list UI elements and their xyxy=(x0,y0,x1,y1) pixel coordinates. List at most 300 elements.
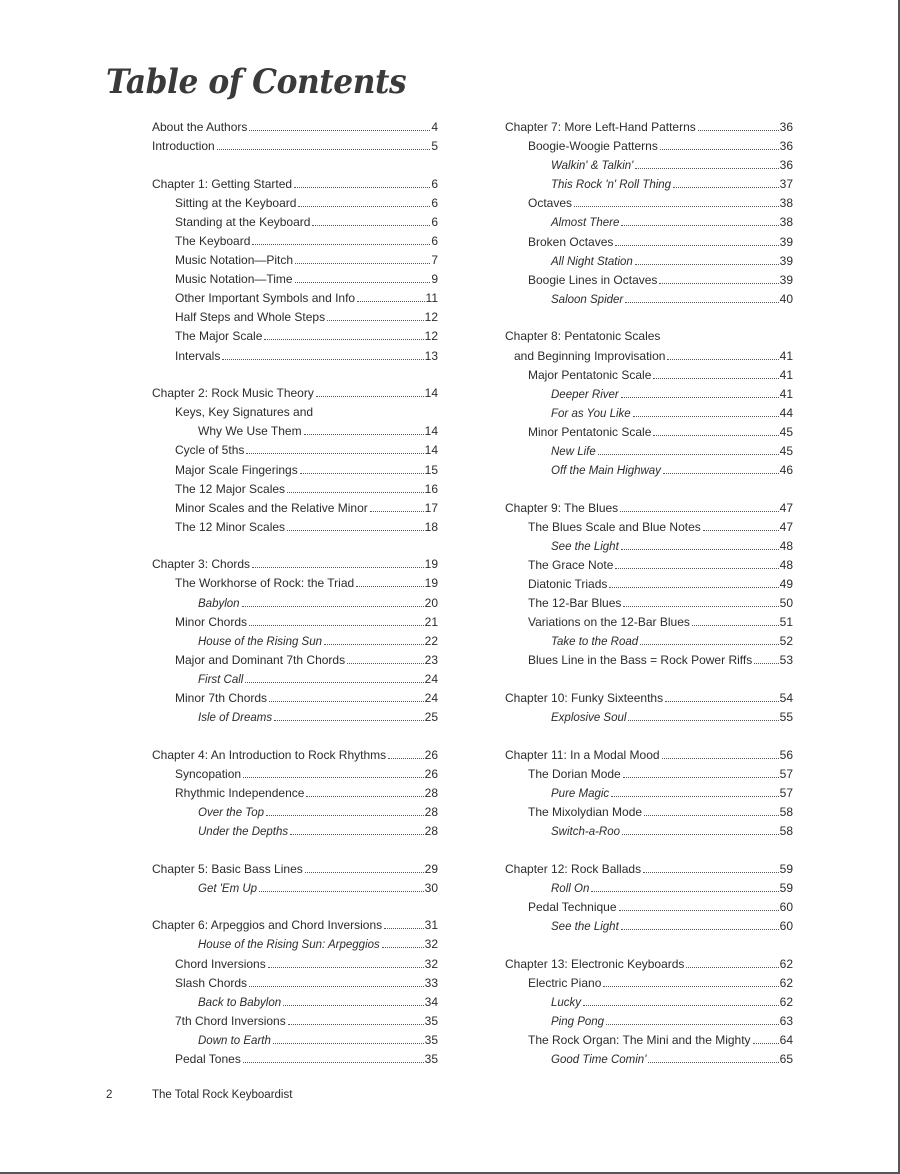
toc-entry-title: Pedal Tones xyxy=(175,1052,241,1067)
toc-chapter-entry xyxy=(505,118,793,137)
toc-entry-page: 57 xyxy=(779,785,793,800)
toc-entry-title: Chapter 4: An Introduction to Rock Rhythms xyxy=(152,747,387,762)
page-footer xyxy=(106,1089,292,1101)
toc-section-entry xyxy=(152,213,438,232)
toc-chapter-entry xyxy=(505,327,793,346)
toc-section-entry xyxy=(152,251,438,270)
dot-leader xyxy=(703,530,779,531)
dot-leader xyxy=(754,663,778,664)
toc-entry-title: The Mixolydian Mode xyxy=(528,805,643,819)
dot-leader xyxy=(615,568,778,569)
toc-section-entry xyxy=(505,194,793,213)
toc-entry-page: 34 xyxy=(424,994,438,1009)
toc-entry-page: 36 xyxy=(779,120,793,134)
toc-entry-title: All Night Station xyxy=(551,255,633,268)
toc-entry-title: The 12 Major Scales xyxy=(175,481,286,496)
toc-entry-page: 7 xyxy=(431,253,438,268)
toc-entry-title: Introduction xyxy=(152,139,215,154)
toc-entry-title: The Dorian Mode xyxy=(528,766,621,781)
toc-entry-page: 62 xyxy=(779,994,793,1009)
toc-entry-page: 28 xyxy=(424,805,438,819)
toc-entry-page: 64 xyxy=(779,1032,793,1047)
toc-entry-page: 14 xyxy=(424,424,438,439)
toc-chapter-entry xyxy=(152,555,438,574)
toc-song-entry xyxy=(505,1012,793,1031)
toc-entry-title: Other Important Symbols and Info xyxy=(175,291,356,306)
toc-song-entry xyxy=(152,935,438,954)
toc-entry-page: 45 xyxy=(779,424,793,439)
toc-entry-page: 9 xyxy=(431,272,438,287)
toc-entry-page: 51 xyxy=(779,615,793,630)
toc-entry-page: 35 xyxy=(424,1052,438,1067)
dot-leader xyxy=(643,872,779,873)
toc-entry-title: Rhythmic Independence xyxy=(175,785,305,800)
toc-entry-title: Chapter 7: More Left-Hand Patterns xyxy=(505,120,696,134)
dot-leader xyxy=(653,435,778,436)
dot-leader xyxy=(628,720,778,721)
toc-section-entry xyxy=(505,366,793,385)
dot-leader xyxy=(640,644,778,645)
toc-chapter-entry xyxy=(505,499,793,518)
toc-entry-title: House of the Rising Sun: Arpeggios xyxy=(198,939,380,952)
toc-entry-page: 62 xyxy=(779,975,793,990)
toc-section-entry xyxy=(505,974,793,993)
toc-entry-page: 31 xyxy=(424,918,438,933)
toc-entry-title: Take to the Road xyxy=(551,636,639,649)
dot-leader xyxy=(290,834,424,835)
toc-entry-page: 18 xyxy=(424,519,438,534)
dot-leader xyxy=(283,1005,424,1006)
dot-leader xyxy=(653,378,778,379)
dot-leader xyxy=(370,511,424,512)
toc-song-entry xyxy=(152,670,438,689)
toc-section-entry xyxy=(152,308,438,327)
toc-section-entry xyxy=(152,689,438,708)
toc-entry-title: Roll On xyxy=(551,882,590,895)
dot-leader xyxy=(619,910,779,911)
toc-section-entry xyxy=(505,423,793,442)
toc-entry-page: 33 xyxy=(424,975,438,990)
toc-entry-page: 41 xyxy=(779,386,793,401)
toc-entry-title: Sitting at the Keyboard xyxy=(175,195,297,210)
toc-chapter-entry xyxy=(505,746,793,765)
toc-entry-title: Chapter 9: The Blues xyxy=(505,500,619,515)
toc-entry-page: 11 xyxy=(425,291,438,306)
dot-leader xyxy=(660,149,779,150)
toc-entry-title: Octaves xyxy=(528,196,573,211)
toc-entry-title: See the Light xyxy=(551,540,619,553)
toc-entry-title: Minor Pentatonic Scale xyxy=(528,424,652,439)
toc-song-entry xyxy=(152,1031,438,1050)
dot-leader xyxy=(620,511,778,512)
dot-leader xyxy=(388,758,424,759)
toc-entry-title: Diatonic Triads xyxy=(528,577,608,592)
toc-entry-page: 24 xyxy=(424,691,438,706)
toc-section-entry xyxy=(152,974,438,993)
toc-section-entry xyxy=(505,594,793,613)
toc-entry-title: Chapter 3: Chords xyxy=(152,557,251,572)
toc-section-entry xyxy=(152,574,438,593)
toc-entry-page: 16 xyxy=(424,481,438,496)
dot-leader xyxy=(274,720,424,721)
toc-entry-title: Intervals xyxy=(175,348,221,363)
toc-entry-page: 30 xyxy=(424,880,438,895)
dot-leader xyxy=(648,1062,778,1063)
toc-section-entry xyxy=(152,499,438,518)
toc-section-entry xyxy=(152,518,438,537)
toc-entry-page: 38 xyxy=(779,196,793,211)
toc-section-entry xyxy=(152,613,438,632)
toc-song-entry xyxy=(505,290,793,309)
toc-song-entry xyxy=(505,1050,793,1069)
toc-entry-title: Ping Pong xyxy=(551,1015,605,1028)
toc-section-entry xyxy=(152,441,438,460)
toc-song-entry xyxy=(505,708,793,727)
toc-entry-title: The Major Scale xyxy=(175,329,263,344)
dot-leader xyxy=(327,320,424,321)
toc-entry-page: 59 xyxy=(779,880,793,895)
toc-entry-title: Off the Main Highway xyxy=(551,465,661,478)
toc-entry-title: Music Notation—Pitch xyxy=(175,253,294,268)
toc-song-entry xyxy=(152,879,438,898)
toc-section-entry xyxy=(505,518,793,537)
toc-section-entry xyxy=(505,803,793,822)
toc-entry-title: The 12-Bar Blues xyxy=(528,596,622,611)
toc-section-entry xyxy=(505,137,793,156)
dot-leader xyxy=(264,339,423,340)
toc-entry-title: Music Notation—Time xyxy=(175,272,293,287)
toc-song-entry xyxy=(505,404,793,423)
toc-entry-page: 22 xyxy=(424,633,438,648)
dot-leader xyxy=(692,625,779,626)
dot-leader xyxy=(603,986,778,987)
toc-section-entry xyxy=(152,1012,438,1031)
toc-entry-page: 41 xyxy=(779,367,793,382)
toc-entry-title: Minor Chords xyxy=(175,614,248,629)
toc-entry-page: 63 xyxy=(779,1013,793,1028)
dot-leader xyxy=(252,567,424,568)
toc-entry-title: About the Authors xyxy=(152,120,248,134)
toc-section-entry xyxy=(505,271,793,290)
toc-entry-title: This Rock 'n' Roll Thing xyxy=(551,179,672,192)
toc-song-entry xyxy=(152,708,438,727)
dot-leader xyxy=(273,1043,424,1044)
toc-entry-page: 47 xyxy=(779,519,793,534)
toc-section-entry xyxy=(505,233,793,252)
toc-song-entry xyxy=(152,822,438,841)
toc-section-entry xyxy=(152,955,438,974)
dot-leader xyxy=(583,1005,779,1006)
dot-leader xyxy=(673,187,779,188)
dot-leader xyxy=(598,454,779,455)
toc-entry-title: See the Light xyxy=(551,920,619,933)
toc-entry-title: Major and Dominant 7th Chords xyxy=(175,652,346,667)
toc-song-entry xyxy=(505,632,793,651)
toc-entry-page: 54 xyxy=(779,691,793,706)
dot-leader xyxy=(316,396,424,397)
page-title: Table of Contents xyxy=(106,62,407,102)
dot-leader xyxy=(659,283,778,284)
toc-entry-page: 5 xyxy=(431,139,438,154)
dot-leader xyxy=(300,473,424,474)
toc-section-entry xyxy=(152,480,438,499)
dot-leader xyxy=(287,492,424,493)
toc-entry-page: 12 xyxy=(424,329,438,344)
dot-leader xyxy=(621,225,778,226)
toc-section-entry xyxy=(505,898,793,917)
dot-leader xyxy=(621,929,779,930)
toc-entry-title: Explosive Soul xyxy=(551,712,627,725)
toc-section-entry xyxy=(505,765,793,784)
dot-leader xyxy=(686,967,778,968)
toc-section-entry xyxy=(152,194,438,213)
toc-entry-title: Major Scale Fingerings xyxy=(175,462,298,477)
toc-entry-page: 32 xyxy=(424,937,438,952)
toc-entry-title: Electric Piano xyxy=(528,975,602,990)
dot-leader xyxy=(347,663,424,664)
toc-entry-title: First Call xyxy=(198,673,244,686)
toc-entry-page: 14 xyxy=(424,386,438,401)
dot-leader xyxy=(623,777,779,778)
toc-entry-page: 32 xyxy=(424,956,438,971)
dot-leader xyxy=(243,1062,424,1063)
toc-entry-page: 6 xyxy=(431,195,438,210)
toc-entry-title: Variations on the 12-Bar Blues xyxy=(528,615,690,630)
toc-column-left xyxy=(152,118,438,1069)
dot-leader xyxy=(356,586,423,587)
toc-entry-page: 28 xyxy=(424,785,438,800)
toc-section-entry xyxy=(152,765,438,784)
toc-chapter-entry xyxy=(152,916,438,935)
dot-leader xyxy=(633,416,779,417)
toc-entry-page: 39 xyxy=(779,272,793,287)
toc-column-right xyxy=(505,118,793,1069)
toc-chapter-entry xyxy=(152,746,438,765)
toc-section-entry xyxy=(505,613,793,632)
toc-entry-title: Minor 7th Chords xyxy=(175,691,268,706)
toc-entry-page: 6 xyxy=(431,176,438,191)
toc-entry-title: and Beginning Improvisation xyxy=(514,348,666,363)
toc-entry-page: 60 xyxy=(779,899,793,914)
toc-entry-page: 47 xyxy=(779,500,793,515)
dot-leader xyxy=(304,434,424,435)
toc-entry-page: 13 xyxy=(424,348,438,363)
toc-entry-page: 4 xyxy=(431,120,438,134)
toc-entry-page: 48 xyxy=(779,538,793,553)
toc-entry-title: Over the Top xyxy=(198,807,265,819)
toc-song-entry xyxy=(505,252,793,271)
toc-entry-page: 55 xyxy=(779,710,793,725)
toc-entry-title: Chapter 10: Funky Sixteenths xyxy=(505,691,664,706)
dot-leader xyxy=(621,397,779,398)
toc-entry-page: 17 xyxy=(424,500,438,515)
toc-song-entry xyxy=(152,803,438,822)
toc-section-entry xyxy=(152,327,438,346)
toc-entry-page: 36 xyxy=(779,139,793,154)
dot-leader xyxy=(591,891,778,892)
toc-entry-title: Walkin' & Talkin' xyxy=(551,160,634,173)
toc-entry-title: The Grace Note xyxy=(528,557,614,572)
dot-leader xyxy=(245,682,423,683)
toc-entry-title: Pure Magic xyxy=(551,787,610,800)
dot-leader xyxy=(312,225,430,226)
toc-entry-title: Chapter 1: Getting Started xyxy=(152,176,293,191)
toc-entry-page: 65 xyxy=(779,1052,793,1067)
toc-entry-title: Get 'Em Up xyxy=(198,882,258,895)
toc-entry-title: The Blues Scale and Blue Notes xyxy=(528,519,701,534)
toc-entry-title: Minor Scales and the Relative Minor xyxy=(175,500,368,515)
toc-entry-page: 26 xyxy=(424,766,438,781)
dot-leader xyxy=(249,625,424,626)
toc-entry-page: 49 xyxy=(779,577,793,592)
toc-entry-title: Deeper River xyxy=(551,388,619,401)
toc-entry-page: 26 xyxy=(424,747,438,762)
toc-entry-title: Back to Babylon xyxy=(198,996,282,1009)
dot-leader xyxy=(294,187,430,188)
dot-leader xyxy=(622,834,779,835)
toc-chapter-entry xyxy=(152,175,438,194)
toc-entry-title: Pedal Technique xyxy=(528,899,617,914)
toc-song-entry xyxy=(505,993,793,1012)
toc-entry-page: 39 xyxy=(779,253,793,268)
toc-song-entry xyxy=(505,213,793,232)
dot-leader xyxy=(305,872,424,873)
toc-entry-title: The Workhorse of Rock: the Triad xyxy=(175,576,355,591)
toc-entry-title: Half Steps and Whole Steps xyxy=(175,310,326,325)
dot-leader xyxy=(295,263,430,264)
toc-entry-title: Why We Use Them xyxy=(198,424,302,439)
toc-entry-title: Chapter 6: Arpeggios and Chord Inversions xyxy=(152,918,383,933)
toc-song-entry xyxy=(505,537,793,556)
toc-song-entry xyxy=(505,917,793,936)
toc-entry-title: For as You Like xyxy=(551,407,631,420)
toc-entry-title: Chapter 5: Basic Bass Lines xyxy=(152,861,303,876)
toc-chapter-entry xyxy=(152,384,438,403)
toc-entry-page: 60 xyxy=(779,918,793,933)
toc-entry-page: 14 xyxy=(424,443,438,458)
toc-chapter-entry xyxy=(152,118,438,137)
toc-entry-page: 40 xyxy=(779,291,793,306)
dot-leader xyxy=(382,947,424,948)
dot-leader xyxy=(266,815,424,816)
dot-leader xyxy=(287,530,424,531)
toc-entry-title: Broken Octaves xyxy=(528,234,614,249)
toc-song-entry xyxy=(505,784,793,803)
toc-entry-page: 19 xyxy=(424,557,438,572)
toc-song-entry xyxy=(505,385,793,404)
toc-entry-title: House of the Rising Sun xyxy=(198,635,323,648)
dot-leader xyxy=(606,1024,779,1025)
toc-section-entry xyxy=(152,651,438,670)
toc-entry-page: 20 xyxy=(424,595,438,610)
toc-entry-title: Lucky xyxy=(551,996,582,1009)
dot-leader xyxy=(621,549,779,550)
toc-entry-page: 28 xyxy=(424,824,438,839)
toc-entry-title: Chapter 13: Electronic Keyboards xyxy=(505,956,685,971)
toc-section-entry xyxy=(152,784,438,803)
toc-section-entry xyxy=(152,232,438,251)
toc-entry-page: 19 xyxy=(424,576,438,591)
dot-leader xyxy=(644,815,779,816)
toc-chapter-entry xyxy=(505,860,793,879)
toc-song-entry xyxy=(152,594,438,613)
toc-entry-page: 35 xyxy=(424,1013,438,1028)
toc-entry-page: 15 xyxy=(424,462,438,477)
toc-song-entry xyxy=(505,175,793,194)
toc-entry-page: 39 xyxy=(779,234,793,249)
toc-entry-page: 59 xyxy=(779,861,793,876)
toc-entry-page: 12 xyxy=(424,310,438,325)
toc-chapter-entry xyxy=(152,137,438,156)
toc-entry-title: Babylon xyxy=(198,597,240,610)
dot-leader xyxy=(574,206,779,207)
dot-leader xyxy=(615,245,778,246)
toc-section-entry xyxy=(152,289,438,308)
dot-leader xyxy=(698,130,779,131)
dot-leader xyxy=(268,967,424,968)
toc-section-entry xyxy=(505,575,793,594)
toc-entry-page: 29 xyxy=(424,861,438,876)
toc-section-entry xyxy=(152,403,438,422)
toc-song-entry xyxy=(152,993,438,1012)
dot-leader xyxy=(306,796,423,797)
toc-entry-page: 6 xyxy=(431,233,438,248)
footer-book-title: The Total Rock Keyboardist xyxy=(152,1089,293,1101)
dot-leader xyxy=(663,473,779,474)
dot-leader xyxy=(217,149,431,150)
dot-leader xyxy=(249,986,424,987)
dot-leader xyxy=(242,606,424,607)
toc-entry-title: Switch-a-Roo xyxy=(551,826,621,839)
dot-leader xyxy=(295,282,431,283)
toc-entry-title: New Life xyxy=(551,446,596,458)
toc-section-entry xyxy=(505,347,793,366)
toc-entry-page: 25 xyxy=(424,710,438,725)
toc-entry-title: The Keyboard xyxy=(175,233,251,248)
toc-entry-page: 24 xyxy=(424,671,438,686)
toc-entry-title: Down to Earth xyxy=(198,1034,271,1047)
toc-entry-page: 21 xyxy=(424,614,438,629)
toc-entry-page: 37 xyxy=(779,177,793,192)
toc-entry-page: 36 xyxy=(779,158,793,173)
toc-section-entry xyxy=(152,270,438,289)
toc-entry-title: Cycle of 5ths xyxy=(175,443,245,458)
dot-leader xyxy=(611,796,778,797)
toc-entry-title: Chord Inversions xyxy=(175,956,266,971)
toc-entry-page: 6 xyxy=(431,214,438,229)
dot-leader xyxy=(667,359,778,360)
toc-entry-title: 7th Chord Inversions xyxy=(175,1013,286,1028)
toc-entry-title: Chapter 11: In a Modal Mood xyxy=(505,747,660,762)
toc-section-entry xyxy=(152,422,438,441)
dot-leader xyxy=(249,130,430,131)
toc-entry-title: Chapter 8: Pentatonic Scales xyxy=(505,329,661,344)
toc-song-entry xyxy=(505,461,793,480)
dot-leader xyxy=(259,891,424,892)
toc-song-entry xyxy=(505,442,793,461)
toc-section-entry xyxy=(152,461,438,480)
toc-chapter-entry xyxy=(505,955,793,974)
toc-entry-page: 46 xyxy=(779,463,793,478)
toc-entry-title: Chapter 12: Rock Ballads xyxy=(505,861,642,876)
toc-entry-title: Boogie Lines in Octaves xyxy=(528,272,658,287)
toc-entry-page: 48 xyxy=(779,557,793,572)
toc-section-entry xyxy=(505,556,793,575)
toc-entry-page: 38 xyxy=(779,215,793,230)
dot-leader xyxy=(384,928,424,929)
toc-entry-page: 44 xyxy=(779,405,793,420)
dot-leader xyxy=(357,301,424,302)
